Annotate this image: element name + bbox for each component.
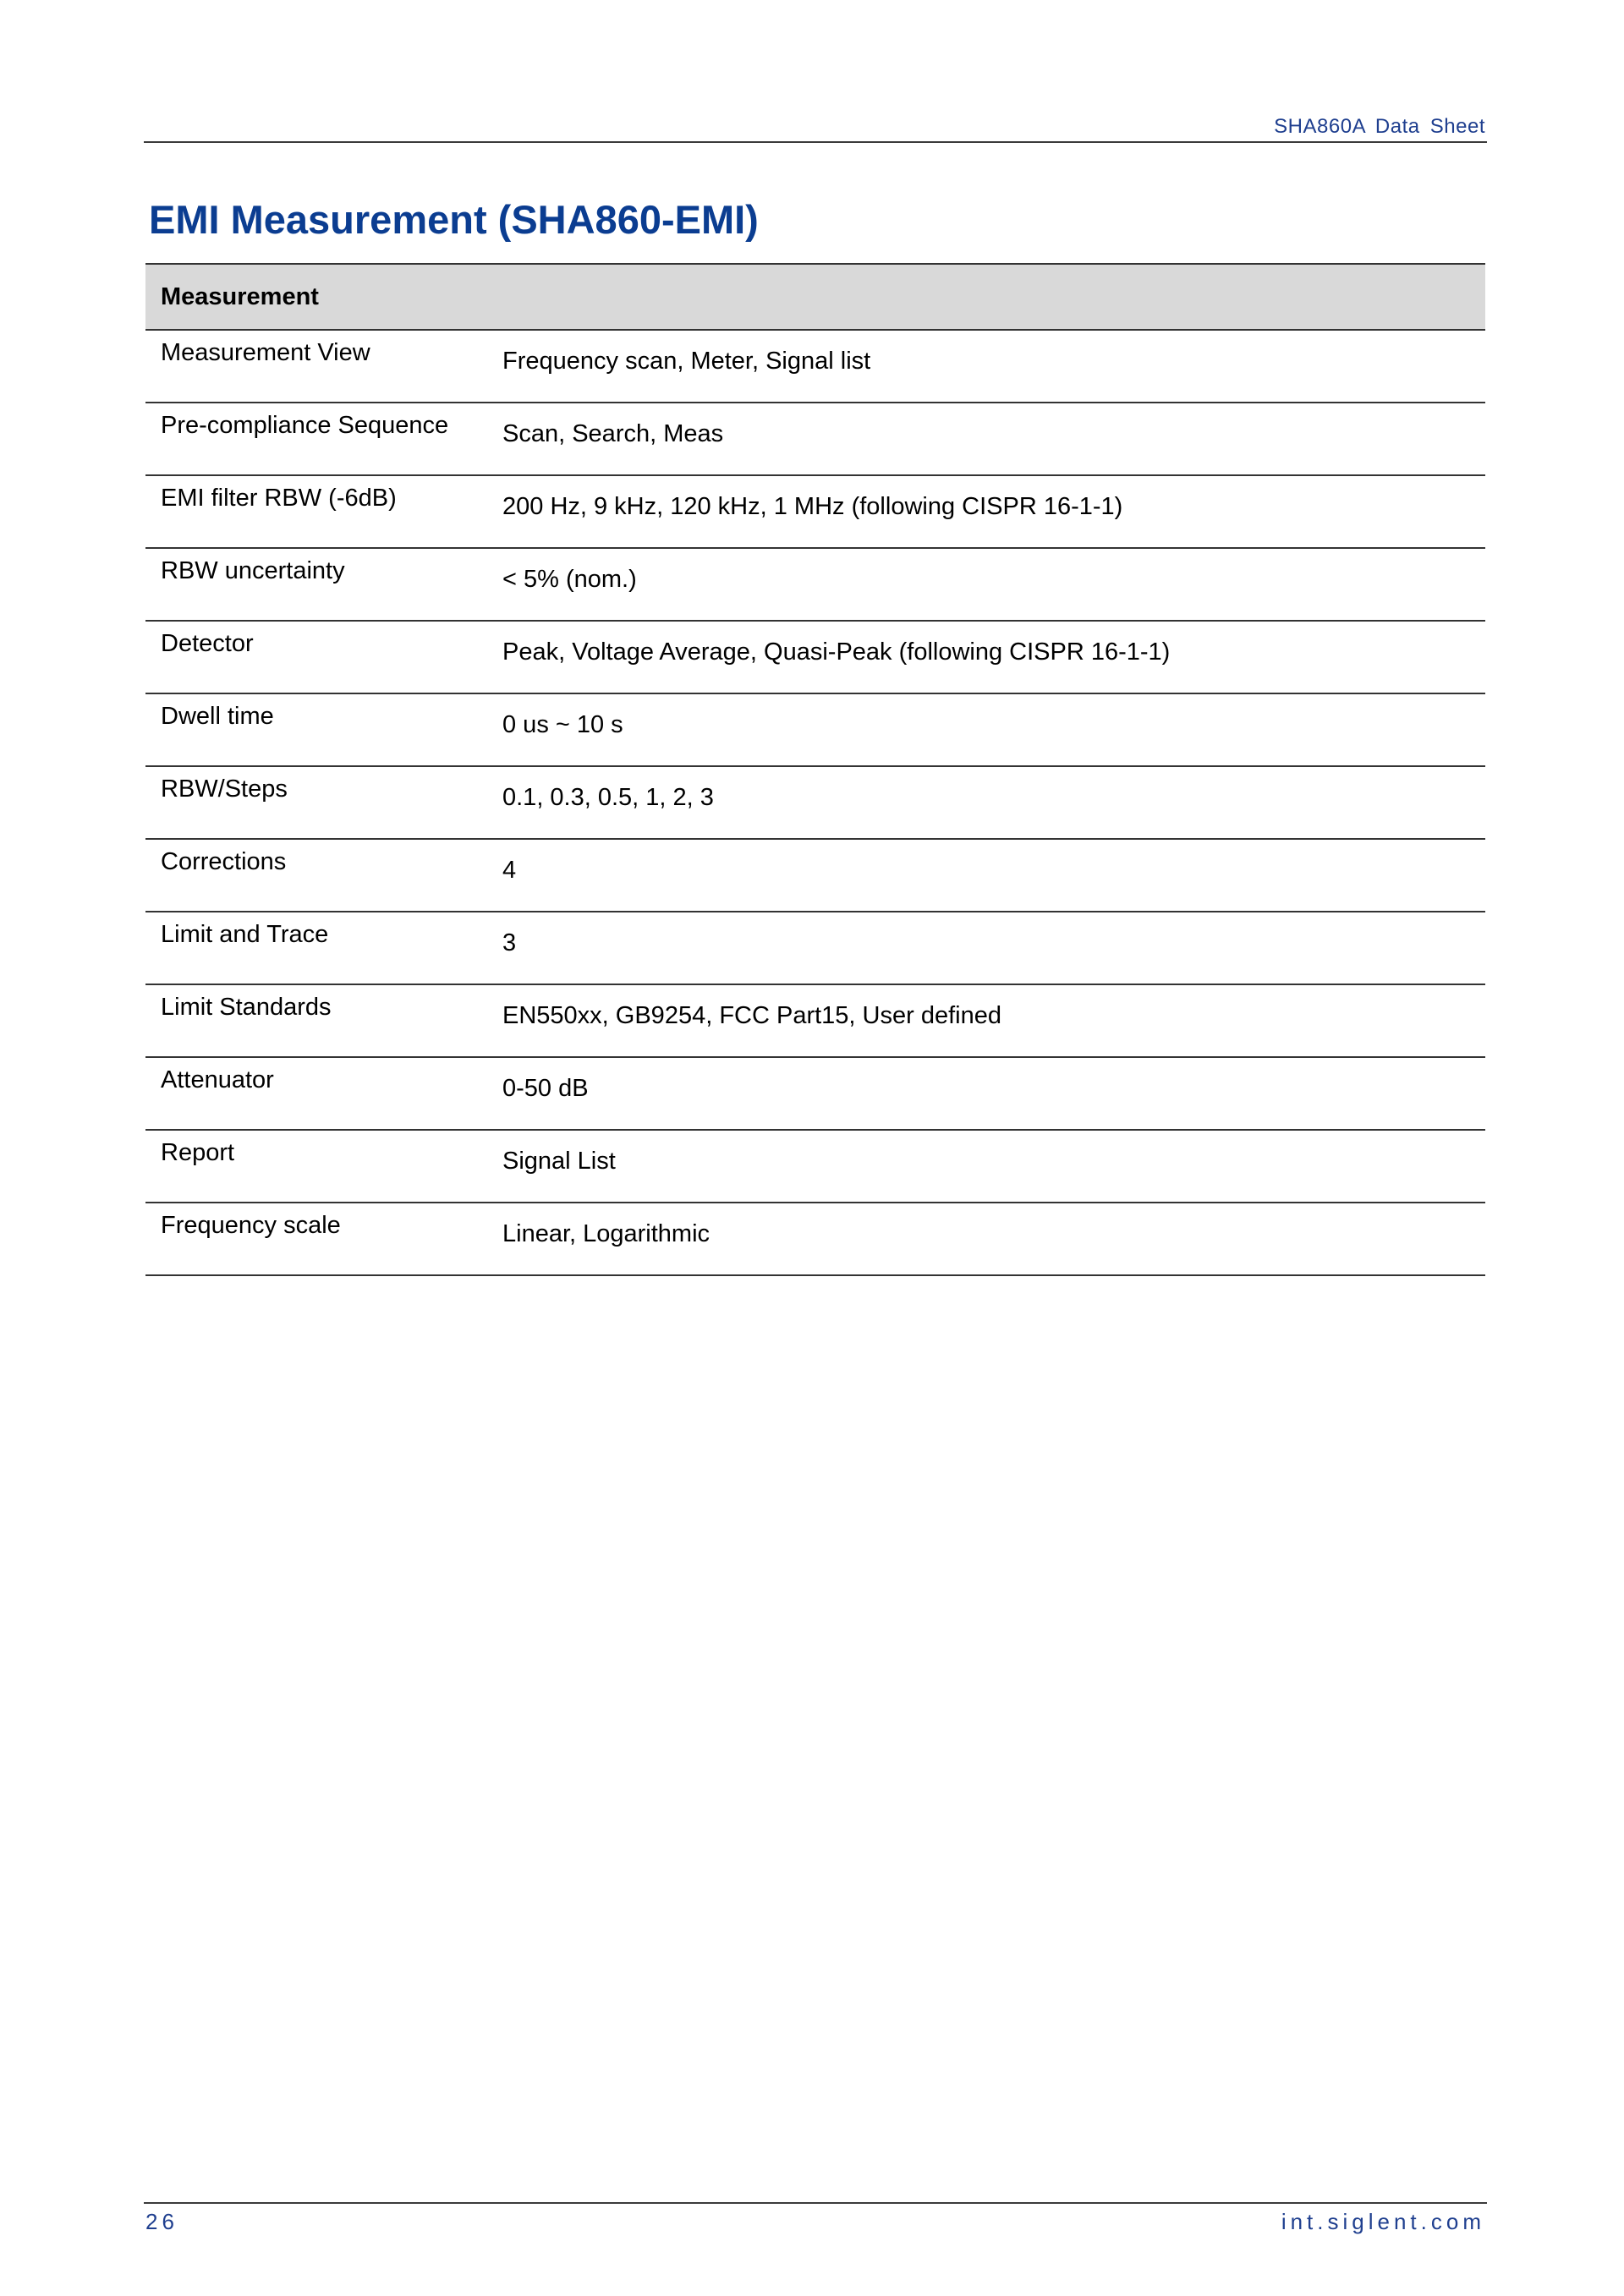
document-header-label: SHA860A Data Sheet xyxy=(1274,115,1485,138)
row-value: 0-50 dB xyxy=(487,1057,1485,1130)
row-parameter: EMI filter RBW (-6dB) xyxy=(145,475,487,548)
row-parameter: Limit Standards xyxy=(145,984,487,1057)
page-title: EMI Measurement (SHA860-EMI) xyxy=(149,197,759,242)
row-value: EN550xx, GB9254, FCC Part15, User defined xyxy=(487,984,1485,1057)
row-parameter: Measurement View xyxy=(145,330,487,403)
row-parameter: RBW/Steps xyxy=(145,766,487,839)
row-value: Frequency scan, Meter, Signal list xyxy=(487,330,1485,403)
row-value: Peak, Voltage Average, Quasi-Peak (following CISPR 16-1-1) xyxy=(487,621,1485,693)
row-value: 4 xyxy=(487,839,1485,912)
table-row xyxy=(145,839,1485,912)
row-value: Scan, Search, Meas xyxy=(487,403,1485,475)
row-parameter: Corrections xyxy=(145,839,487,912)
row-value: 0.1, 0.3, 0.5, 1, 2, 3 xyxy=(487,766,1485,839)
row-parameter: Dwell time xyxy=(145,693,487,766)
row-parameter: Report xyxy=(145,1130,487,1203)
spec-table xyxy=(145,263,1485,1276)
row-parameter: Detector xyxy=(145,621,487,693)
table-section-header-row xyxy=(145,264,1485,330)
table-section-header: Measurement xyxy=(145,264,1485,330)
row-parameter: Limit and Trace xyxy=(145,912,487,984)
table-row xyxy=(145,330,1485,403)
table-row xyxy=(145,1203,1485,1275)
row-value: 200 Hz, 9 kHz, 120 kHz, 1 MHz (following CISPR 16-1-1) xyxy=(487,475,1485,548)
table-row xyxy=(145,1057,1485,1130)
table-row xyxy=(145,766,1485,839)
row-value: Signal List xyxy=(487,1130,1485,1203)
row-parameter: Attenuator xyxy=(145,1057,487,1130)
row-parameter: Pre-compliance Sequence xyxy=(145,403,487,475)
table-row xyxy=(145,621,1485,693)
table-row xyxy=(145,548,1485,621)
table-row xyxy=(145,984,1485,1057)
table-row xyxy=(145,693,1485,766)
row-parameter: RBW uncertainty xyxy=(145,548,487,621)
page-number: 26 xyxy=(145,2209,178,2234)
table-row xyxy=(145,1130,1485,1203)
row-value: 0 us ~ 10 s xyxy=(487,693,1485,766)
table-row xyxy=(145,912,1485,984)
footer-website: int.siglent.com xyxy=(1281,2209,1485,2234)
row-value: 3 xyxy=(487,912,1485,984)
table-row xyxy=(145,403,1485,475)
table-row xyxy=(145,475,1485,548)
row-value: Linear, Logarithmic xyxy=(487,1203,1485,1275)
footer-divider xyxy=(144,2202,1487,2204)
header-divider xyxy=(144,141,1487,143)
row-parameter: Frequency scale xyxy=(145,1203,487,1275)
row-value: < 5% (nom.) xyxy=(487,548,1485,621)
